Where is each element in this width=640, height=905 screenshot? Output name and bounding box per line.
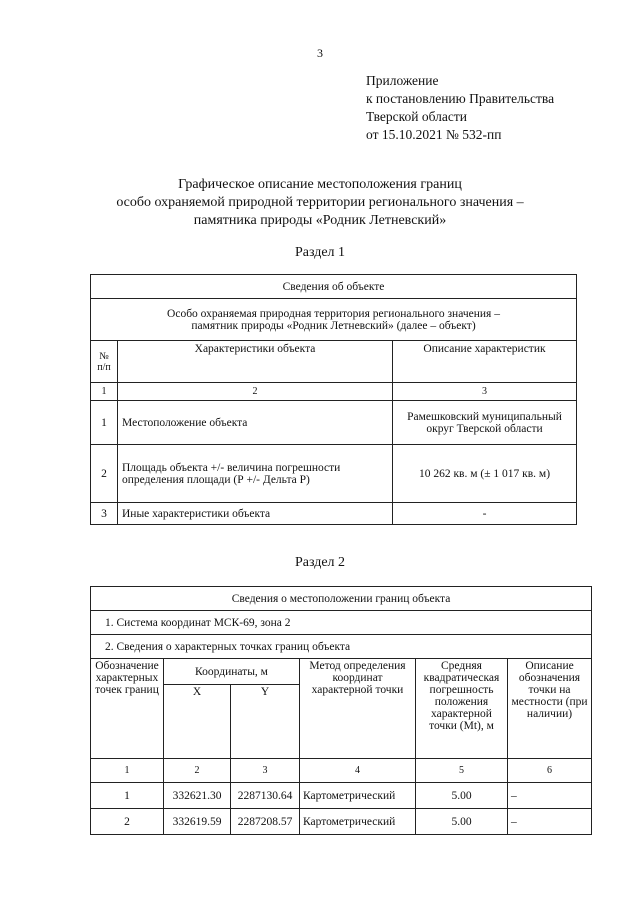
document-title — [0, 176, 640, 230]
header-method: Метод определения координат характерной точки — [300, 659, 416, 759]
section1-heading: Раздел 1 — [294, 245, 346, 260]
index-cell: 1 — [91, 759, 164, 783]
x-cell: 332619.59 — [164, 809, 231, 835]
x-cell: 332621.30 — [164, 783, 231, 809]
point-cell: 1 — [91, 783, 164, 809]
header-y: Y — [231, 685, 300, 759]
title-line: особо охраняемой природной территории регионального значения – — [116, 195, 524, 210]
appendix-line: Тверской области — [366, 109, 467, 124]
row-description: - — [393, 503, 577, 525]
page-number: 3 — [317, 46, 323, 60]
index-cell: 2 — [164, 759, 231, 783]
section2-heading: Раздел 2 — [294, 555, 346, 570]
row-characteristic: Местоположение объекта — [118, 401, 393, 445]
header-num: № п/п — [91, 341, 118, 383]
table-title: Сведения о местоположении границ объекта — [91, 587, 592, 611]
row-num: 3 — [91, 503, 118, 525]
header-x: X — [164, 685, 231, 759]
header-description: Описание характеристик — [393, 341, 577, 383]
row-characteristic: Иные характеристики объекта — [118, 503, 393, 525]
title-line: памятника природы «Родник Летневский» — [193, 213, 447, 228]
index-cell: 3 — [393, 383, 577, 401]
y-cell: 2287208.57 — [231, 809, 300, 835]
index-cell: 1 — [91, 383, 118, 401]
header-characteristic: Характеристики объекта — [118, 341, 393, 383]
index-cell: 5 — [416, 759, 508, 783]
object-name — [91, 299, 577, 341]
row-characteristic: Площадь объекта +/- величина погрешности определения площади (Р +/- Дельта Р) — [118, 445, 393, 503]
desc-cell: – — [508, 783, 592, 809]
header-designation: Обозначение характерных точек границ — [91, 659, 164, 759]
table-title: Сведения об объекте — [91, 275, 577, 299]
object-name-line: Особо охраняемая природная территория регионального значения – — [167, 307, 500, 320]
table-row — [91, 401, 577, 445]
error-cell: 5.00 — [416, 809, 508, 835]
boundary-table — [90, 586, 592, 835]
appendix-block — [366, 72, 554, 144]
table-row — [91, 445, 577, 503]
row-description: 10 262 кв. м (± 1 017 кв. м) — [393, 445, 577, 503]
header-point-description: Описание обозначения точки на местности (при наличии) — [508, 659, 592, 759]
header-coordinates: Координаты, м — [164, 659, 300, 685]
appendix-line: от 15.10.2021 № 532-пп — [366, 127, 502, 142]
points-title: 2. Сведения о характерных точках границ объекта — [91, 635, 592, 659]
coordinate-system: 1. Система координат МСК-69, зона 2 — [91, 611, 592, 635]
object-info-table — [90, 274, 577, 525]
method-cell: Картометрический — [300, 809, 416, 835]
header-error: Средняя квадратическая погрешность положения характерной точки (Mt), м — [416, 659, 508, 759]
index-cell: 4 — [300, 759, 416, 783]
table-row — [91, 809, 592, 835]
row-num: 2 — [91, 445, 118, 503]
row-num: 1 — [91, 401, 118, 445]
desc-cell: – — [508, 809, 592, 835]
error-cell: 5.00 — [416, 783, 508, 809]
appendix-line: Приложение — [366, 73, 439, 88]
object-name-line: памятник природы «Родник Летневский» (далее – объект) — [191, 319, 476, 332]
index-cell: 6 — [508, 759, 592, 783]
method-cell: Картометрический — [300, 783, 416, 809]
y-cell: 2287130.64 — [231, 783, 300, 809]
table-row — [91, 503, 577, 525]
index-cell: 2 — [118, 383, 393, 401]
table-row — [91, 783, 592, 809]
row-description: Рамешковский муниципальный округ Тверской области — [393, 401, 577, 445]
title-line: Графическое описание местоположения границ — [178, 177, 462, 192]
appendix-line: к постановлению Правительства — [366, 91, 555, 106]
point-cell: 2 — [91, 809, 164, 835]
index-cell: 3 — [231, 759, 300, 783]
